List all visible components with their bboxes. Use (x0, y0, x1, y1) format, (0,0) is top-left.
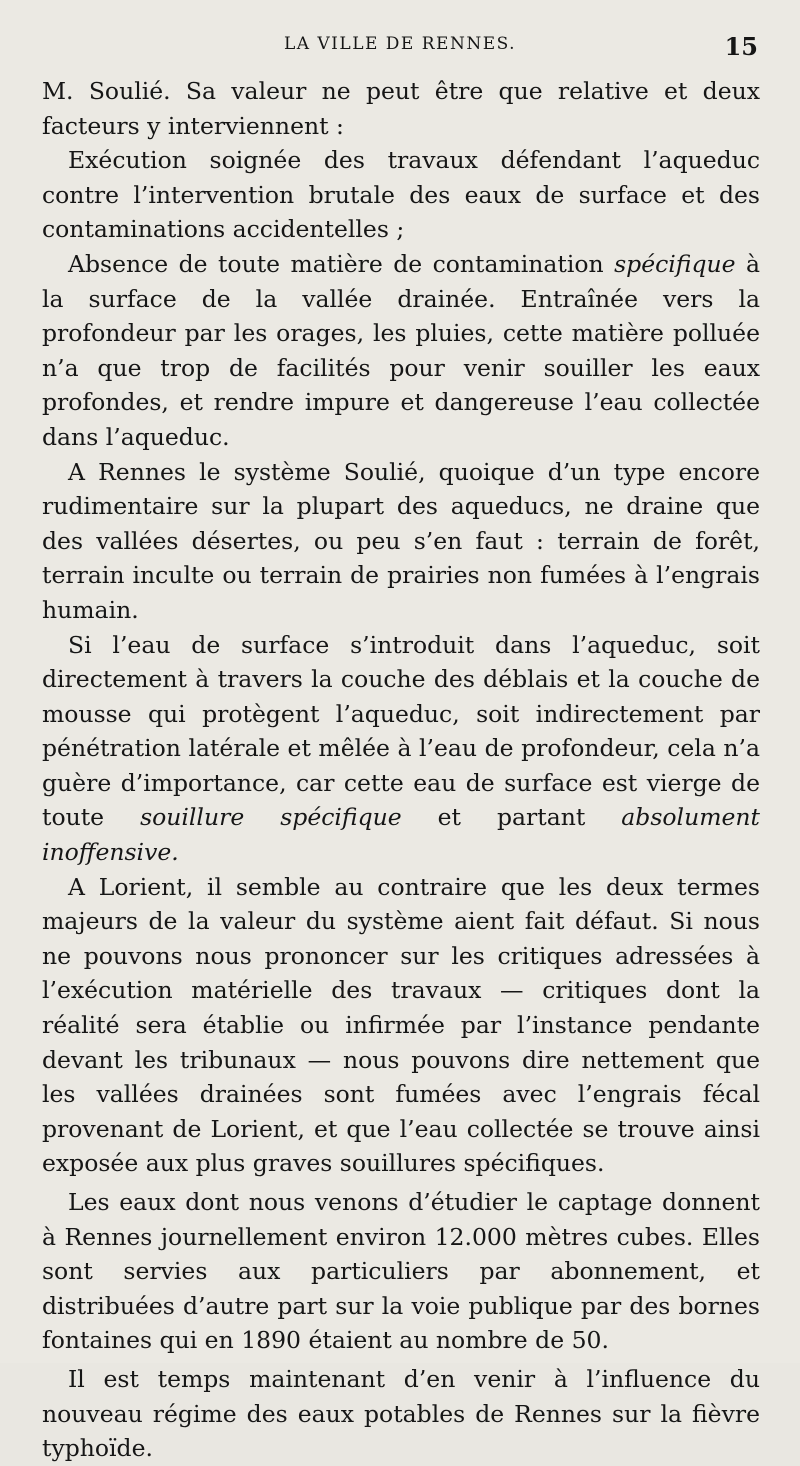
paragraph-water-supply: Les eaux dont nous venons d’étudier le captage donnent à Rennes journellement environ 12.000 mètres cubes. Elles sont servies aux particuliers par abonnement, et distribuées d’autre part sur la voie publique par des bornes fontaines qui en 1890 étaient au nombre de 50. (42, 1188, 760, 1355)
italic-text: souillure spécifique (140, 803, 402, 832)
paragraph-surface-water (42, 628, 760, 870)
page-number: 15 (724, 32, 758, 61)
paragraph-lorient: A Lorient, il semble au contraire que les deux termes majeurs de la valeur du système aient fait défaut. Si nous ne pouvons nous prononcer sur les critiques adressées à l’exécution matérielle des travaux — critiques dont la réalité sera établie ou infirmée par l’instance pendante devant les tribunaux — nous pouvons dire nettement que les vallées drainées sont fumées avec l’engrais fécal provenant de Lorient, et que l’eau collectée se trouve ainsi exposée aux plus graves souillures spécifiques. (42, 872, 760, 1178)
body-text (42, 74, 760, 1466)
paragraph-text: à la surface de la vallée drainée. Entraînée vers la profondeur par les orages, les pluies, cette matière polluée n’a que trop de facilités pour venir souiller les eaux profondes, et rendre impure et dangereuse l’eau collectée dans l’aqueduc. (42, 249, 760, 451)
paragraph-absence (42, 247, 760, 455)
paragraph-continuation: M. Soulié. Sa valeur ne peut être que relative et deux facteurs y interviennent : (42, 77, 760, 140)
italic-text: spécifique (614, 249, 736, 278)
running-title: LA VILLE DE RENNES. (283, 34, 517, 54)
italic-text: absolument inoffensive. (42, 803, 760, 867)
paragraph-text: et partant (401, 803, 622, 832)
paragraph-text: Si l’eau de surface s’introduit dans l’aqueduc, soit directement à travers la couche des déblais et la couche de mousse qui protègent l’aqueduc, soit indirectement par pénétration latérale et mêlée à l’eau de profondeur, cela n’a guère d’importance, car cette eau de surface est vierge de toute (42, 630, 760, 832)
paragraph-text: Absence de toute matière de contamination (68, 249, 615, 278)
paragraph-execution: Exécution soignée des travaux défendant l’aqueduc contre l’intervention brutale des eaux de surface et des contaminations accidentelles ; (42, 146, 760, 244)
running-head (0, 34, 800, 60)
paragraph-rennes: A Rennes le système Soulié, quoique d’un type encore rudimentaire sur la plupart des aqueducs, ne draine que des vallées désertes, ou peu s’en faut : terrain de forêt, terrain inculte ou terrain de prairies non fumées à l’engrais humain. (42, 457, 760, 624)
paragraph-typhoid: Il est temps maintenant d’en venir à l’influence du nouveau régime des eaux potables de Rennes sur la fièvre typhoïde. (42, 1364, 760, 1463)
